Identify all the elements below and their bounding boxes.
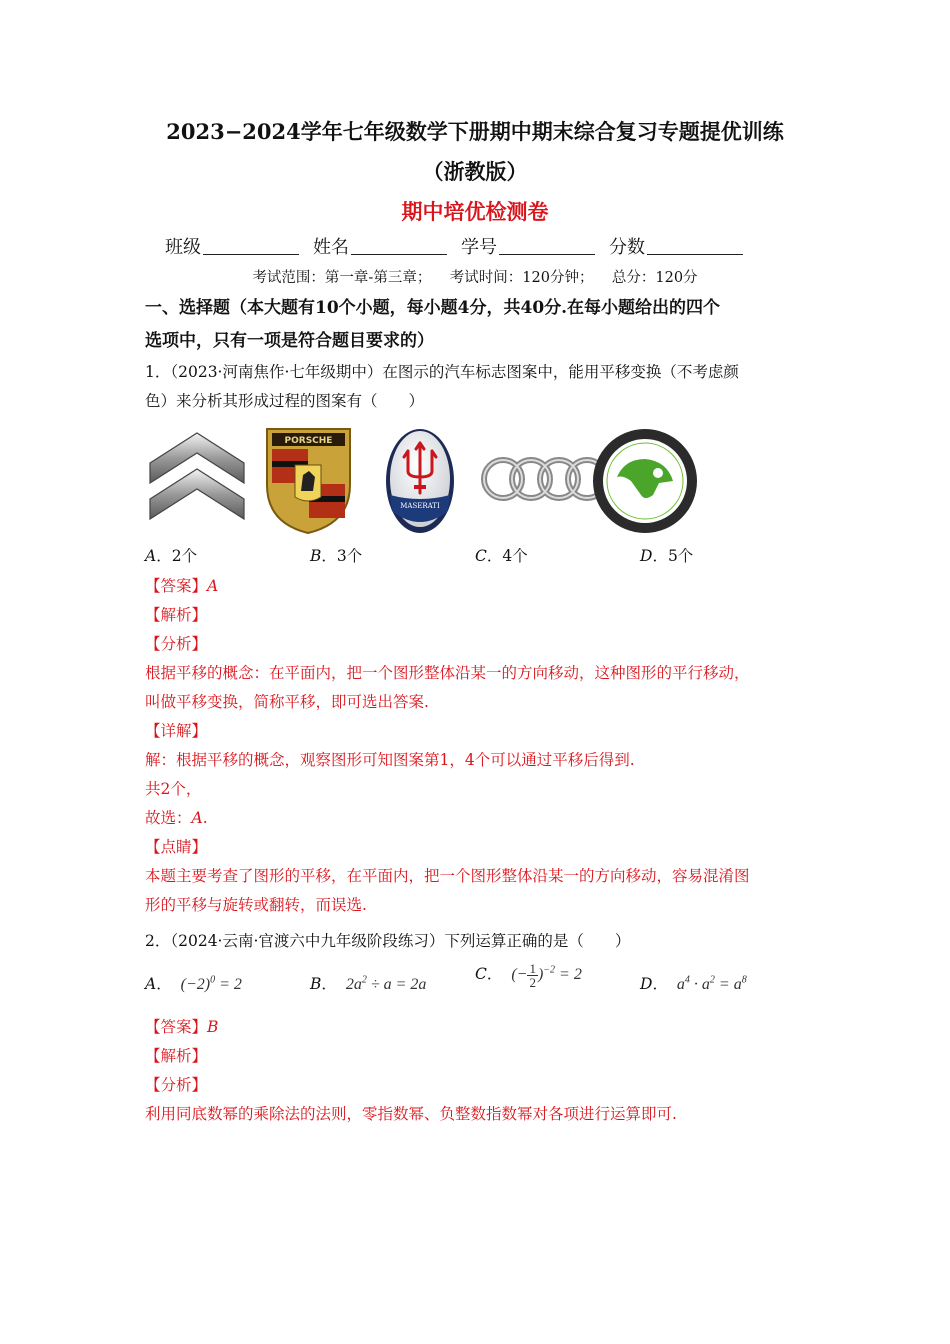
q2-option-a[interactable]: A． $(-2)^0 = 2$ [145,974,242,993]
q2-option-c[interactable]: C． (− $\frac{1}{2}$ )$^{-2}$ = 2 [475,961,582,990]
maserati-logo-text: MASERATI [400,502,440,510]
document-title: 2023−2024学年七年级数学下册期中期末综合复习专题提优训练 [166,119,784,144]
name-input[interactable] [351,238,447,255]
q1-option-a[interactable]: A．2个 [145,547,198,565]
citroen-logo [150,433,244,519]
student-id-label: 学号 [461,237,497,258]
q1-dianjing-text2: 形的平移与旋转或翻转，而误选. [145,896,367,914]
q2-option-b[interactable]: B． $2a^2 \div a = 2a$ [310,974,427,993]
question-1-line1: 1．（2023·河南焦作·七年级期中）在图示的汽车标志图案中，能用平移变换（不考虑颜 [145,363,739,381]
score-label: 分数 [609,237,645,258]
q1-option-b[interactable]: B．3个 [310,547,363,565]
class-input[interactable] [203,238,299,255]
maserati-logo [386,429,454,533]
name-label: 姓名 [313,237,349,258]
porsche-logo [267,429,350,533]
q2-jiexi-label: 【解析】 [145,1047,208,1065]
q1-choose: 故选：A. [145,809,208,827]
class-label: 班级 [165,237,201,258]
q2-option-d[interactable]: D． $a^4 \cdot a^2 = a^8$ [640,974,747,993]
question-2-stem: 2．（2024·云南·官渡六中九年级阶段练习）下列运算正确的是（ ） [145,932,631,950]
q1-count-text: 共2个， [145,780,202,798]
question-1-stem [145,358,805,416]
q1-xiangjie-label: 【详解】 [145,722,208,740]
q1-dianjing-label: 【点睛】 [145,838,208,856]
student-info-fields [165,233,743,259]
score-input[interactable] [647,238,743,255]
section-heading [145,292,805,358]
q1-fenxi-text1: 根据平移的概念：在平面内，把一个图形整体沿某一的方向移动，这种图形的平行移动， [145,664,750,682]
q1-dianjing-text1: 本题主要考查了图形的平移，在平面内，把一个图形整体沿某一的方向移动，容易混淆图 [145,867,750,885]
section-heading-line1: 一、选择题（本大题有10个小题，每小题4分，共40分.在每小题给出的四个 [145,298,721,318]
student-id-input[interactable] [499,238,595,255]
q1-answer: 【答案】A [145,577,219,595]
q1-xiangjie-text: 解：根据平移的概念，观察图形可知图案第1，4个可以通过平移后得到. [145,751,635,769]
q1-fenxi-label: 【分析】 [145,635,208,653]
q1-option-c[interactable]: C．4个 [475,547,528,565]
q2-fenxi-label: 【分析】 [145,1076,208,1094]
q2-answer: 【答案】B [145,1018,219,1036]
car-logos-figure [145,425,705,537]
porsche-logo-text: PORSCHE [284,436,333,446]
question-1-solution [145,572,805,920]
q1-jiexi-label: 【解析】 [145,606,208,624]
q1-fenxi-text2: 叫做平移变换，简称平移，即可选出答案. [145,693,429,711]
question-2-solution [145,1013,805,1129]
question-1-line2: 色）来分析其形成过程的图案有（ ） [145,392,425,410]
q1-option-d[interactable]: D．5个 [640,547,694,565]
document-title-edition: （浙教版） [422,159,528,184]
exam-info: 考试范围：第一章-第三章； 考试时间：120分钟； 总分：120分 [252,270,698,286]
section-heading-line2: 选项中，只有一项是符合题目要求的） [145,331,434,351]
document-subtitle: 期中培优检测卷 [401,199,549,224]
skoda-logo [593,429,697,533]
q2-fenxi-text: 利用同底数幂的乘除法的法则，零指数幂、负整数指数幂对各项进行运算即可. [145,1105,677,1123]
